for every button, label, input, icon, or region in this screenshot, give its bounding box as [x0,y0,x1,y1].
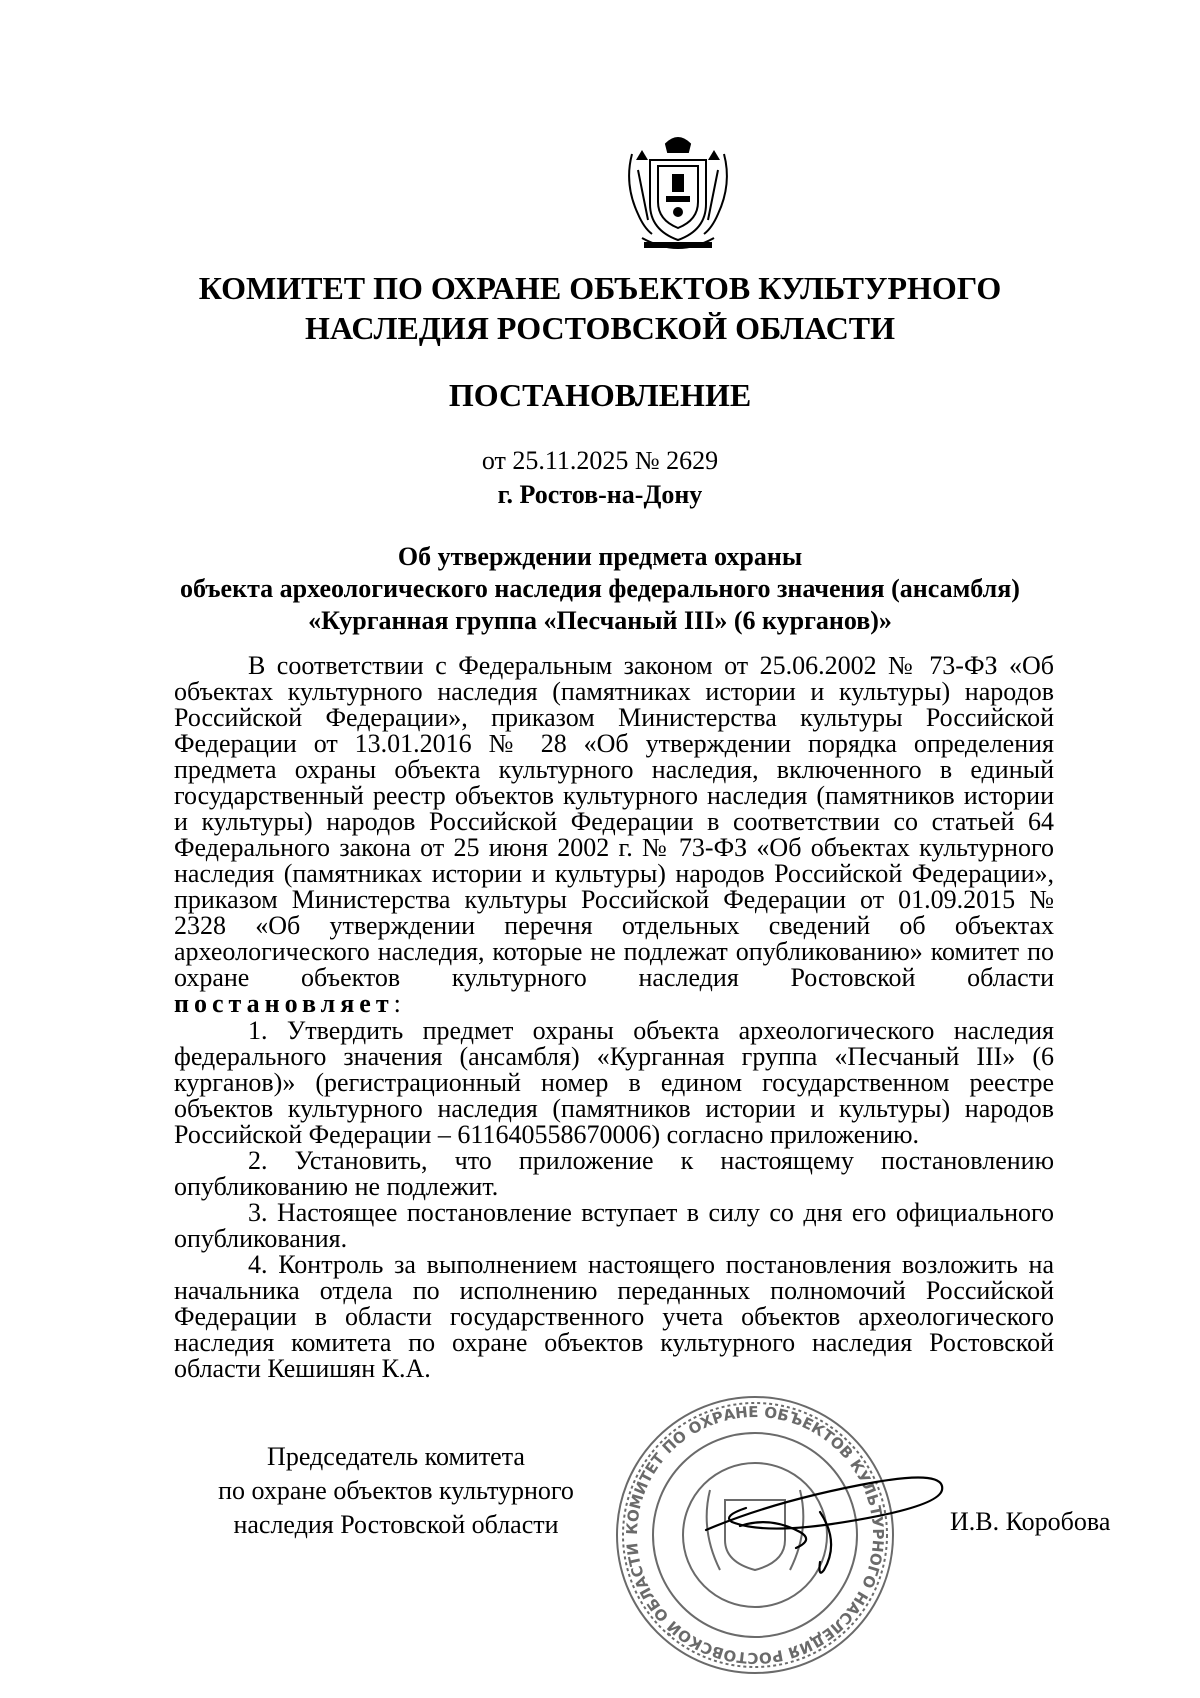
signatory-title-line2: по охране объектов культурного [218,1476,574,1505]
document-subject-line1: Об утверждении предмета охраны [397,542,803,571]
document-city: г. Ростов-на-Дону [497,480,703,509]
signatory-title [176,1440,616,1542]
preamble [174,653,1054,1017]
preamble-end: : [393,989,401,1018]
resolution-item-3: 3. Настоящее постановление вступает в силу со дня его официального опубликования. [174,1198,1054,1253]
handwritten-signature-icon [700,1460,950,1580]
resolution-item-2: 2. Установить, что приложение к настоящему постановлению опубликованию не подлежит. [174,1146,1054,1201]
document-subject-line2: объекта археологического наследия федерального значения (ансамбля) [180,574,1020,603]
signatory-title-line3: наследия Ростовской области [233,1510,559,1539]
resolution-item-1: 1. Утвердить предмет охраны объекта археологического наследия федерального значения (ансамбля) «Курганная группа «Песчаный III» (6 курганов)» (регистрационный номер в едином государственном реестре объектов культурного наследия (памятников истории и культуры) народов Российской Федерации – 611640558670006) согласно приложению. [174,1016,1054,1149]
signatory-title-line1: Председатель комитета [267,1442,525,1471]
preamble-text: В соответствии с Федеральным законом от 25.06.2002 № 73-ФЗ «Об объектах культурного наследия (памятниках истории и культуры) народов Российской Федерации», приказом Министерства культуры Российской Федерации от 13.01.2016 № 28 «Об утверждении порядка определения предмета охраны объекта культурного наследия, включенного в единый государственный реестр объектов культурного наследия (памятников истории и культуры) народов Российской Федерации в соответствии со статьей 64 Федерального закона от 25 июня 2002 г. № 73-ФЗ «Об объектах культурного наследия (памятниках истории и культуры) народов Российской Федерации», приказом Министерства культуры Российской Федерации от 01.09.2015 № 2328 «Об утверждении перечня отдельных сведений об объектах археологического наследия, которые не подлежат опубликованию» комитет по охране объектов культурного наследия Ростовской области [174,651,1054,992]
document-type: ПОСТАНОВЛЕНИЕ [448,377,752,413]
organization-title [150,268,1050,348]
seal-text: КОМИТЕТ ПО ОХРАНЕ ОБЪЕКТОВ КУЛЬТУРНОГО НАСЛЕДИЯ РОСТОВСКОЙ ОБЛАСТИ [622,1402,888,1668]
rostov-region-coat-of-arms-icon [620,130,736,260]
document-date-number: от 25.11.2025 № 2629 [481,446,719,475]
document-subject [150,541,1050,637]
document-subject-line3: «Курганная группа «Песчаный III» (6 курганов)» [308,606,892,635]
resolution-item-4: 4. Контроль за выполнением настоящего постановления возложить на начальника отдела по исполнению переданных полномочий Российской Федерации в области государственного учета объектов археологического наследия комитета по охране объектов культурного наследия Ростовской области Кешишян К.А. [174,1250,1054,1383]
signatory-name: И.В. Коробова [950,1507,1111,1536]
resolution-items [174,1018,1054,1382]
resolves-word: постановляет [174,989,394,1018]
organization-title-line1: КОМИТЕТ ПО ОХРАНЕ ОБЪЕКТОВ КУЛЬТУРНОГО [198,270,1002,306]
preamble-paragraph [174,653,1054,1017]
organization-title-line2: НАСЛЕДИЯ РОСТОВСКОЙ ОБЛАСТИ [304,310,896,346]
